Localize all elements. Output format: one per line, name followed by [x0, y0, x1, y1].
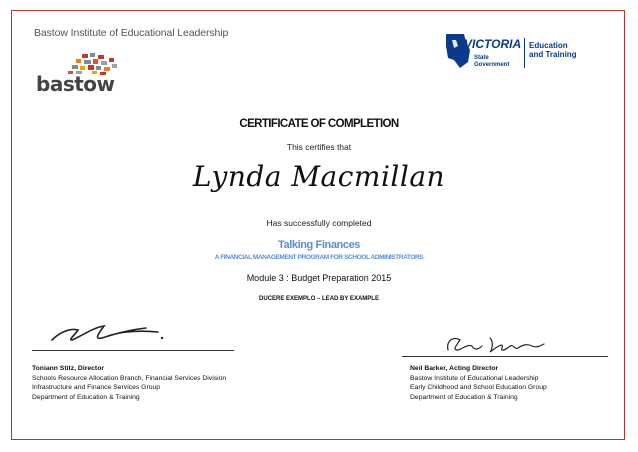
signatory-right-name: Neil Barker, Acting Director: [410, 365, 499, 372]
department-line-2: and Training: [529, 50, 577, 59]
logo-divider: [524, 38, 525, 68]
program-title: A FINANCIAL MANAGEMENT PROGRAM FOR SCHOOL ADMINISTRATORS: [214, 254, 424, 261]
signatory-right: [410, 364, 547, 402]
completed-text: Has successfully completed: [266, 218, 372, 228]
signatory-right-line3: Department of Education & Training: [410, 393, 518, 401]
signature-line-left: [32, 350, 234, 351]
motto: DUCERE EXEMPLO – LEAD BY EXAMPLE: [259, 296, 379, 302]
signatory-left-line3: Department of Education & Training: [32, 393, 140, 401]
institute-name: Bastow Institute of Educational Leadership: [34, 27, 229, 39]
signatory-right-line2: Early Childhood and School Education Group: [410, 384, 547, 391]
course-title: Talking Finances: [277, 239, 361, 251]
department-name: [529, 41, 577, 59]
certificate-title: CERTIFICATE OF COMPLETION: [239, 118, 399, 130]
module-title: Module 3 : Budget Preparation 2015: [246, 273, 392, 283]
victoria-government-logo-icon: [444, 32, 524, 70]
signatory-right-line1: Bastow Institute of Educational Leadership: [410, 374, 539, 382]
signatory-left-line2: Infrastructure and Finance Services Group: [32, 384, 161, 391]
recipient-name: Lynda Macmillan: [192, 160, 446, 193]
certifies-text: This certifies that: [286, 142, 352, 152]
signatory-left-line1: Schools Resource Allocation Branch, Financial Services Division: [32, 374, 227, 382]
signatory-left: [32, 364, 226, 402]
department-line-1: Education: [529, 41, 568, 50]
svg-text:State: State: [474, 55, 489, 61]
bastow-wordmark: bastow: [36, 72, 115, 96]
signatory-left-name: Toniann Stitz, Director: [32, 365, 104, 372]
svg-text:Government: Government: [474, 62, 510, 68]
svg-text:VICTORIA: VICTORIA: [464, 37, 522, 51]
signature-line-right: [402, 356, 608, 357]
signature-left-icon: [48, 318, 168, 348]
signature-right-icon: [440, 332, 550, 356]
